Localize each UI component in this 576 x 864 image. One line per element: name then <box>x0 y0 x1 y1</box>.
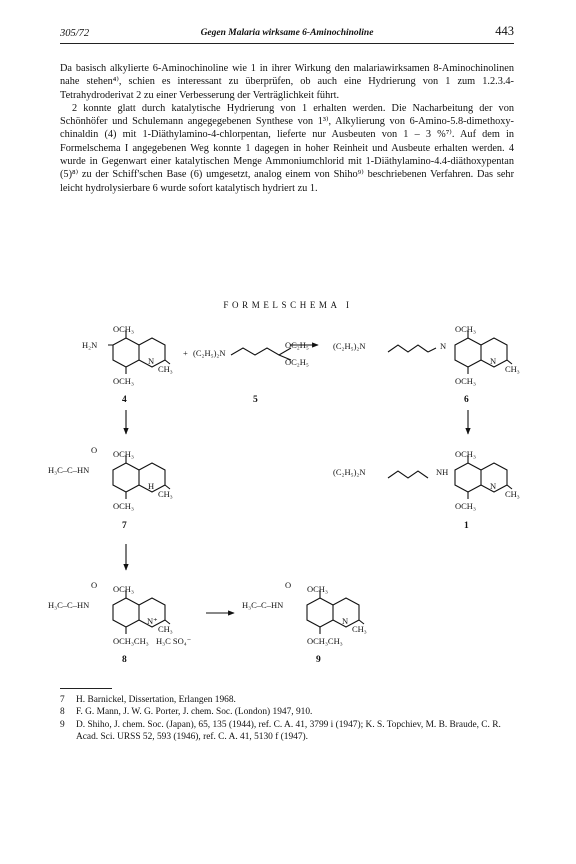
c8-methylsulfate: H₃C SO₄⁻ <box>156 636 192 646</box>
compound-5-structure <box>231 348 291 360</box>
footnote-number: 8 <box>60 707 65 718</box>
footnote-text: H. Barnickel, Dissertation, Erlangen 1968. <box>76 695 236 705</box>
c5-diethylamino: (C₂H₅)₂N <box>193 348 226 358</box>
label-4: 4 <box>122 395 127 405</box>
compound-1-structure <box>388 455 512 499</box>
paragraph-2: 2 konnte glatt durch katalytische Hydrierung von 1 erhalten werden. Die Nacharbeitung der von Schönhöfer und Schulemann angegegebenen Synthese von 1³⁾, Alkylierung von 6-Amino-5.8-dimethoxy-chinaldin (4) mit 1-Diäthylamino-4-chlorpentan, lieferte nur Ausbeuten von 1 – 3 %⁷⁾. Auf dem in Formelschema I angegebenen Weg konnte 1 dagegen in hoher Reinheit und Ausbeute erhalten werden. 4 wurde in Gegenwart einer katalytischen Menge Ammoniumchlorid mit 1-Diäthylamino-4.4-diäthoxypentan (5)⁸⁾ zu der Schiff'schen Base (6) umgesetzt, analog einem von Shiho⁹⁾ beschriebenen Verfahren. Das sehr leicht hydrolysierbare 6 wurde sofort katalytisch hydriert zu 1. <box>60 102 514 194</box>
label-1: 1 <box>464 521 469 531</box>
c8-n-methyl: OCH₃CH₃ <box>113 636 149 646</box>
c9-carbonyl-o: O <box>285 580 292 590</box>
c8-ch3: CH₃ <box>158 624 173 634</box>
c5-plus: + <box>183 348 188 358</box>
c1-diethylamino: (C₂H₅)₂N <box>333 467 366 477</box>
reaction-scheme <box>0 310 576 680</box>
c1-nh: NH <box>436 467 449 477</box>
journal-ref: 305/72 <box>60 28 90 39</box>
c1-ch3: CH₃ <box>505 489 520 499</box>
c6-ring-n: N <box>490 356 497 366</box>
c8-acetyl: H₃C–C–HN <box>48 600 90 610</box>
c4-h2n: H₂N <box>82 340 98 350</box>
c7-och3-top: OCH₃ <box>113 449 134 459</box>
c7-ch3: CH₃ <box>158 489 173 499</box>
c1-och3-bottom: OCH₃ <box>455 501 476 511</box>
footnote-rule <box>60 688 112 689</box>
running-title: Gegen Malaria wirksame 6-Aminochinoline <box>200 28 374 38</box>
c9-ch3: CH₃ <box>352 624 367 634</box>
c5-oc2h5-bottom: OC₂H₅ <box>285 357 309 367</box>
c6-och3-top: OCH₃ <box>455 324 476 334</box>
c4-n: N <box>148 356 155 366</box>
c8-nplus: N⁺ <box>147 616 158 626</box>
label-5: 5 <box>253 395 258 405</box>
c9-acetyl: H₃C–C–HN <box>242 600 284 610</box>
footnote-9 <box>60 719 520 744</box>
c4-ch3: CH₃ <box>158 364 173 374</box>
c7-och3-bottom: OCH₃ <box>113 501 134 511</box>
c8-carbonyl-o: O <box>91 580 98 590</box>
c1-och3-top: OCH₃ <box>455 449 476 459</box>
c4-och3-top: OCH₃ <box>113 324 134 334</box>
c9-och3-top: OCH₃ <box>307 584 328 594</box>
paragraph-1: Da basisch alkylierte 6-Aminochinoline wie 1 in ihrer Wirkung den malariawirksamen 8-Aminochinolinen nahe stehen⁴⁾, schien es interessant zu überprüfen, ob auch eine Hydrierung von 1 zum 1.2.3.4-Tetrahydroderivat 2 zu einer Verbesserung der Verträglichkeit führt. <box>60 63 514 101</box>
footnote-7 <box>60 694 520 706</box>
c7-acetyl: H₃C–C–HN <box>48 465 90 475</box>
footnotes <box>60 694 520 743</box>
c1-ring-n: N <box>490 481 497 491</box>
c9-n-methyl: OCH₃CH₃ <box>307 636 343 646</box>
c6-n: N <box>440 341 447 351</box>
c9-n: N <box>342 616 349 626</box>
label-7: 7 <box>122 521 127 531</box>
footnote-8 <box>60 706 520 718</box>
footnote-number: 7 <box>60 695 65 705</box>
label-8: 8 <box>122 655 127 665</box>
label-9: 9 <box>316 655 321 665</box>
footnote-text: F. G. Mann, J. W. G. Porter, J. chem. Soc. (London) 1947, 910. <box>76 707 313 718</box>
body-text <box>60 62 514 195</box>
c6-och3-bottom: OCH₃ <box>455 376 476 386</box>
compound-6-structure <box>388 330 512 374</box>
c7-carbonyl-o: O <box>91 445 98 455</box>
footnote-number: 9 <box>60 719 65 730</box>
c5-oc2h5-top: OC₂H₅ <box>285 340 309 350</box>
header-rule <box>60 43 514 44</box>
c8-och3-top: OCH₃ <box>113 584 134 594</box>
c4-och3-bottom: OCH₃ <box>113 376 134 386</box>
c6-diethylamino: (C₂H₅)₂N <box>333 341 366 351</box>
page-number: 443 <box>495 24 514 38</box>
c6-ch3: CH₃ <box>505 364 520 374</box>
label-6: 6 <box>464 395 469 405</box>
c7-h: H <box>148 481 155 491</box>
running-header <box>60 22 514 40</box>
footnote-text: D. Shiho, J. chem. Soc. (Japan), 65, 135 (1944), ref. C. A. 41, 3799 i (1947); K. S. Topchiev, M. B. Braude, C. R. Acad. Sci. URSS 52, 593 (1946), ref. C. A. 41, 5130 f (1947). <box>76 719 501 742</box>
scheme-title: FORMELSCHEMA I <box>223 300 353 310</box>
